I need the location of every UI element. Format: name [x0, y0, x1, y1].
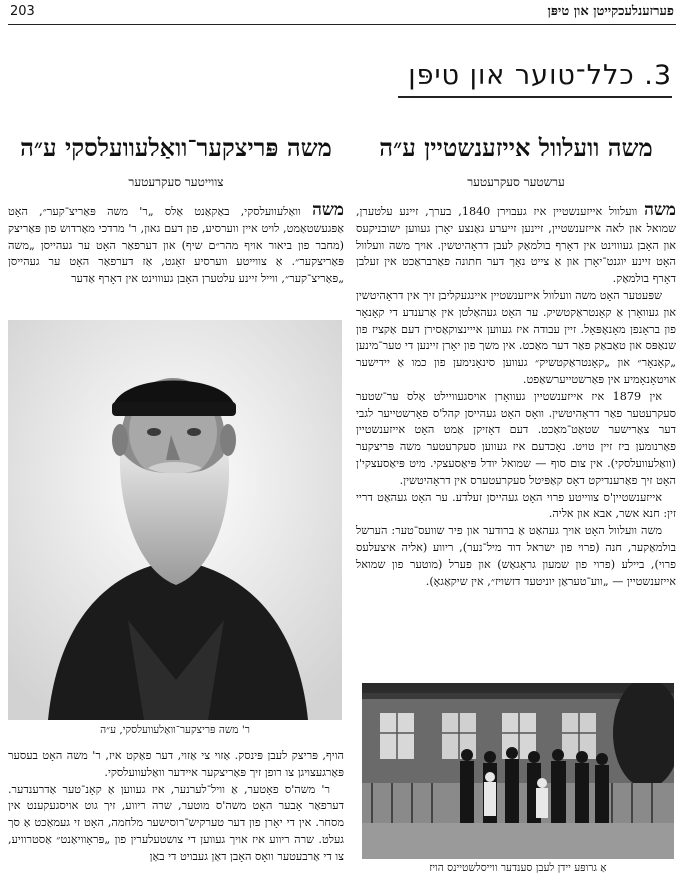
group-photo: [362, 683, 674, 859]
portrait-photo-image: [8, 320, 342, 720]
right-paragraph-1-text: וועלוול אייזענשטיין איז געבוירן 1840, בערך, זיינע עלטערן, שמואל און לאה אייזענשטיין, זיינען זייערע גאַנצע יאָרן געווען ישובניקעס און האָבן געוווינט אין דאָרף בולמאַק לעבן דראָהיטשין. אויך משה וועלוול האָט זיינע יוגנט־יאָרן און אַ צייט נאָך דער חתונה פאַרבראַכט אין זעלבן דאָרף בולמאַק.: [356, 205, 676, 286]
right-column-byline: ערשטער סעקרעטער: [467, 175, 565, 189]
left-paragraph-3: ר' משה'ס פאָטער, אַ וויל־לערנער, איז געווען אַ קאָנ־טער אַדרענדער. דערפאַר אָבער האָט משה'ס מוטער, שרה ריווע, זיך גוט אויסגעקענט אין מסחר. אין די יאָרן פון דער טערקיש־רוסישער מלחמה, האָט זי געמאַכט אַ סך געלט. שרה ריווע איז אויך געווען די צושטעלערין פון „פּראָוויאַנט״ אַסטרוויע, צו די אַרבעטער וואָס האָבן דאַן געבויט די באַן: [8, 782, 344, 863]
chapter-title: 3. כלל־טוער און טיפּן: [408, 60, 672, 91]
running-title: פערזענלעכקייטן און טיפּן: [547, 4, 674, 19]
right-paragraph-1: [356, 202, 676, 288]
right-column-body: [356, 202, 676, 590]
right-paragraph-5: משה וועלוול האָט אויך געהאַט אַ ברודער און פיר שוועס־טער: הערשל בולמאַקער, חנה (פרוי פון ישראל דוד מיל־נער), ריווע (אליה איצעלעס פרוי), ביילע (פרוי פון שמעון גראָגאַש) און פערל (מוטער פון שמואל אייזענשטיין — „ווע־טעראַן יוניטעד דזשויז״, אין שיקאַגאָ).: [356, 524, 676, 588]
left-column-body-top: [8, 202, 344, 288]
left-column-byline: צווייטער סעקרעטער: [128, 175, 224, 189]
right-paragraph-4: אייזענשטיין'ס צווייטע פרוי האָט געהייסן זעלדע. ער האָט געהאַט דריי זין: חנא אשר, אבא און אליה.: [356, 490, 676, 521]
left-paragraph-1: [8, 202, 344, 288]
page-number: 203: [10, 4, 35, 19]
portrait-photo: [8, 320, 342, 720]
left-lead-word: משה: [312, 200, 344, 220]
right-paragraph-2: שפּעטער האָט משה וועלוול אייזענשטיין איינגעקליבן זיך אין דראָהיטשין און געוואָרן אַ קאָנטראַקטשיק. ער האָט געהאַלטן אין אַרענדע די קאָנאָר פון בראָנפן מאָנאָפּאָל. זיין עבודה איז געווען אייינצוקאַסירן דעם אַקציז פון שנאַפּס און טאַבאַק פאַר דער מאַכט. אין משך פון יאָרן זיינען די טער־מינען „קאָנאָר״ און „קאָנטראַקטשיק״ געווען סינאָנימען פון כמו אַ יידישער אויטאָנאָמיע אין פּאַרשטייערשאַפט.: [356, 288, 676, 386]
group-photo-image: [362, 683, 674, 859]
right-paragraph-3: אין 1879 איז אייזענשטיין געוואָרן אויסגעוויילט אַלס ער־שטער סעקרעטער פאַר דראָהיטשין. וואָס האָט געהייסן קהל'ס פאָרשטייער לגבי דער צאַרישער שטאַט־מאַכט. דעם דאָזיקן אַמט האָט אייזענשטיין פאַרנומען ביז זיין טויט. נאָכדעם איז געווען סעקרעטער משה פּריצקער (וואַלעוועלסקי). אין צום סוף — שמואל יודל פּיאַסעצקי. מיט פּיאַסעצקי'ן האָט זיך פאַרענדיקט דאָס קאַפּיטל סעקרעטערס אין דראָהיטשין.: [356, 389, 676, 487]
left-paragraph-1-text: וואַלעוועלסקי, באַקאַנט אַלס „ר' משה פּאַריצ־קער״, האָט אַפּגעשטאַמט, לויט איין ווערסיע, פון דעם גאון, ר' מרדכי מאַרדוש פון פּאַריצק (מחבר פון ביאור אויף מהר״ם שיף) און דערפאַר האָט ער געהייסן „משה פּאַריצקער״. אַ צווייטע ווערסיע זאָגט, אַז דערפאַר האָט ער געהייסן „פּאַריצ־קער״, ווייל זיינע עלטערן האָבן געוווינט אין דאָרף אַדער: [8, 205, 344, 286]
right-column-title: משה וועלוול אייזענשטיין ע״ה: [379, 133, 653, 162]
left-paragraph-2: הויף, פּריצק לעבן פּינסק. אַזוי צי אַזוי, דער פאַקט איז, ר' משה האָט בעסער פּאַרגעצויגן צו רופן זיך פּאַריצקער איידער וואַלעוועלסקי.: [8, 749, 344, 779]
portrait-photo-caption: ר' משה פּריצקער־וואַלעוועלסקי, ע״ה: [100, 724, 250, 736]
left-column-body-bottom: [8, 748, 344, 866]
header-rule: [8, 24, 676, 25]
chapter-rule: [398, 96, 672, 98]
right-lead-word: משה: [644, 200, 676, 220]
left-column-title: משה פּריצקער־וואַלעוועלסקי ע״ה: [20, 133, 332, 162]
group-photo-caption: אַ גרופּע יידן לעבן סענדער ווייסלשטיינס הויז: [429, 862, 607, 874]
